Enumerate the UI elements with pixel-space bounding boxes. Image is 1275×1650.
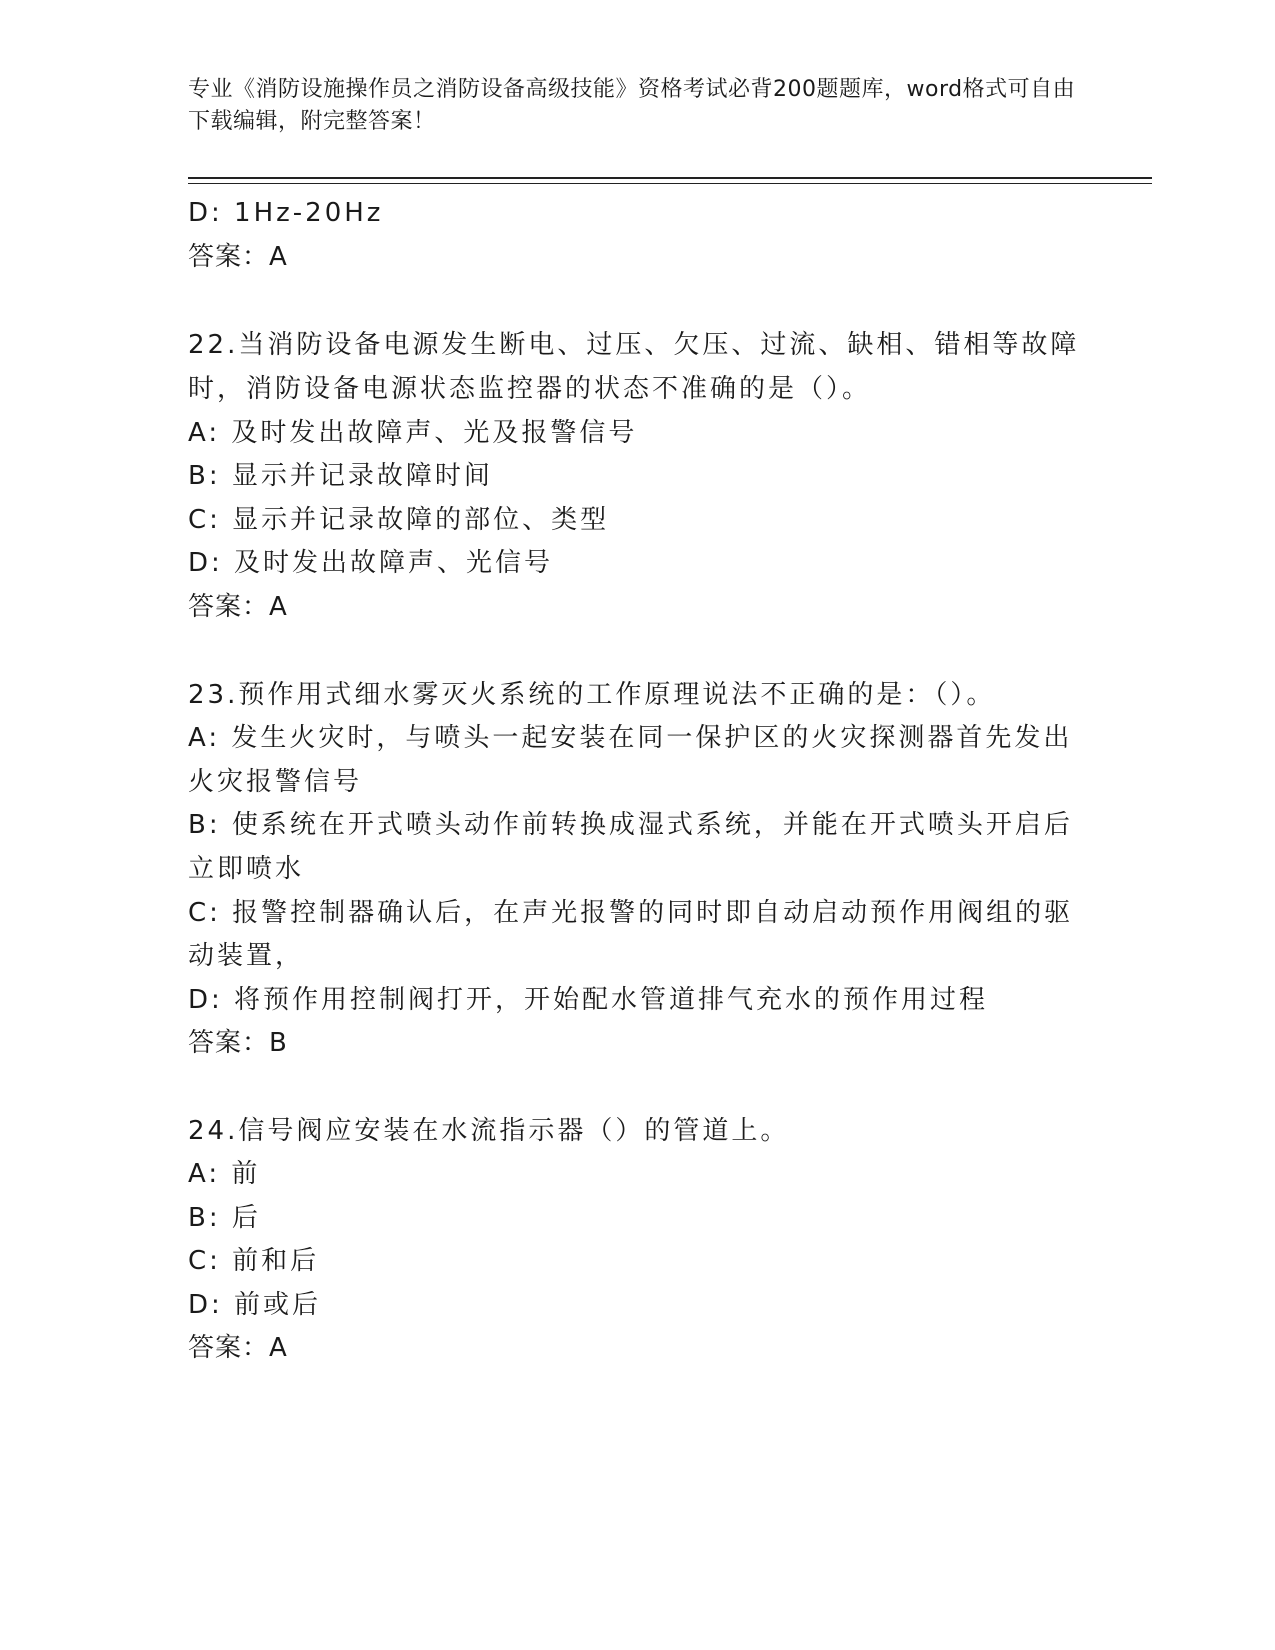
answer-q22: 答案：A xyxy=(188,592,288,622)
question-22: 22.当消防设备电源发生断电、过压、欠压、过流、缺相、错相等故障 xyxy=(188,330,1080,360)
document-header: 专业《消防设施操作员之消防设备高级技能》资格考试必背200题题库，word格式可自由下载编辑，附完整答案！ xyxy=(188,77,1076,134)
option-c-q22: C: 显示并记录故障的部位、类型 xyxy=(188,505,610,535)
option-d-q22: D: 及时发出故障声、光信号 xyxy=(188,548,554,578)
option-d-q24: D: 前或后 xyxy=(188,1290,322,1320)
answer-q21: 答案：A xyxy=(188,242,288,272)
answer-q23: 答案：B xyxy=(188,1028,288,1058)
option-d-q23: D: 将预作用控制阀打开，开始配水管道排气充水的预作用过程 xyxy=(188,985,989,1015)
option-a-q22: A: 及时发出故障声、光及报警信号 xyxy=(188,418,638,448)
question-24: 24.信号阀应安装在水流指示器（）的管道上。 xyxy=(188,1116,790,1146)
header-divider xyxy=(188,177,1152,179)
option-c-q24: C: 前和后 xyxy=(188,1246,320,1276)
question-23: 23.预作用式细水雾灭火系统的工作原理说法不正确的是：（）。 xyxy=(188,680,996,710)
answer-q24: 答案：A xyxy=(188,1333,288,1363)
option-d-q21: D: 1Hz-20Hz xyxy=(188,198,384,228)
option-b-q23-cont: 立即喷水 xyxy=(188,854,305,884)
option-a-q23: A: 发生火灾时，与喷头一起安装在同一保护区的火灾探测器首先发出 xyxy=(188,723,1073,753)
option-a-q24: A: 前 xyxy=(188,1159,261,1189)
option-c-q23: C: 报警控制器确认后，在声光报警的同时即自动启动预作用阀组的驱 xyxy=(188,898,1074,928)
question-22-cont: 时，消防设备电源状态监控器的状态不准确的是（）。 xyxy=(188,374,872,404)
option-b-q24: B: 后 xyxy=(188,1203,261,1233)
option-c-q23-cont: 动装置， xyxy=(188,941,305,971)
option-a-q23-cont: 火灾报警信号 xyxy=(188,767,363,797)
option-b-q23: B: 使系统在开式喷头动作前转换成湿式系统，并能在开式喷头开启后 xyxy=(188,810,1073,840)
header-divider-thin xyxy=(188,183,1152,184)
option-b-q22: B: 显示并记录故障时间 xyxy=(188,461,493,491)
